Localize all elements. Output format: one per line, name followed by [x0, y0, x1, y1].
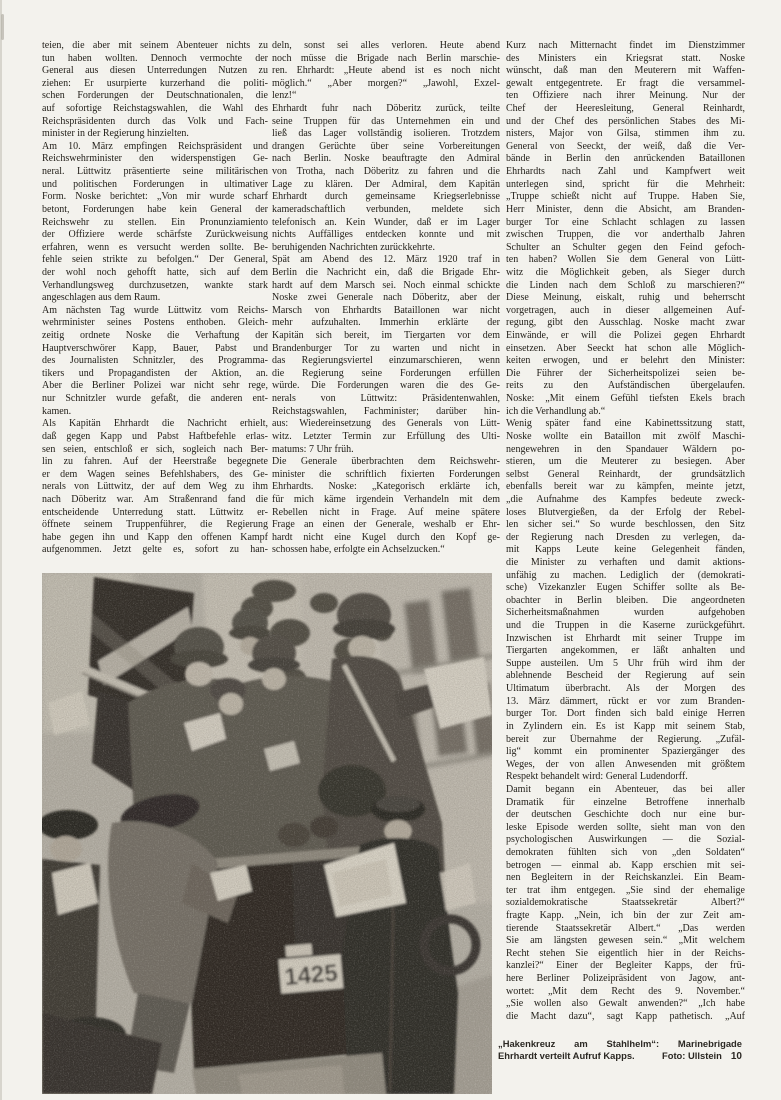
text-line: fragte Kapp. „Nein, ich bin der zur Zeit am- [506, 910, 745, 922]
text-line: Weges, der von allen Anwesenden mit größtem [506, 758, 745, 770]
text-line: Chef der Heeresleitung, General Reinhardt, [506, 103, 745, 115]
text-line: Respekt behandelt wird: General Ludendorff. [506, 771, 688, 783]
text-line: ter trat ihm entgegen. „Sie sind der ehemalige [506, 884, 745, 896]
text-line: des Journalisten Schnitzler, des Programma- [42, 355, 268, 367]
text-line: Damit begann ein Abenteuer, das bei aller [506, 783, 745, 795]
text-line: betrogen — einmal ab. Kapp erschien mit sei- [506, 859, 745, 871]
text-line: seine Truppen für das Unternehmen ein und [272, 115, 500, 127]
text-line: Noske wollte ein Bataillon mit zwölf Maschi- [506, 430, 745, 442]
text-line: von Trotha, nach Döberitz zu fahren und die [272, 166, 500, 178]
text-line: sozialdemokratische Staatssekretär Albert?“ [506, 897, 745, 909]
text-line: Als Kapitän Ehrhardt die Nachricht erhielt, [42, 418, 268, 430]
text-line: General aus diesen Unterredungen Nutzen zu [42, 65, 268, 77]
text-line: „Sie wollen also Gewalt anwenden?“ „Ich habe [506, 998, 745, 1010]
text-line: ten haben? Wollen Sie dem General von Lütt- [506, 254, 745, 266]
text-line: nur Schnitzler wurde gefaßt, die anderen ent- [42, 393, 268, 405]
text-line: Ehrhardts. Noske: „Kategorisch erklärte ich, [272, 481, 500, 493]
text-line: der wohl noch gehofft hatte, sich auf dem [42, 266, 268, 278]
text-line: burger Tor. Dort finden sich bald einige Herren [506, 708, 745, 720]
text-line: er dem Wagen seines Befehlshabers, des Ge- [42, 468, 268, 480]
text-line: nisters, Major von Gilsa, stimmen ihm zu. [506, 128, 745, 140]
text-line: lig“ kommt ein prominenter Spaziergänger des [506, 746, 745, 758]
text-line: Brandenburger Tor zu warten und nicht in [272, 342, 500, 354]
text-line: tun haben wollten. Dennoch vermochte der [42, 52, 268, 64]
caption-line-2 [498, 1050, 742, 1063]
text-line: für mich käme irgendein Verhandeln mit dem [272, 493, 500, 505]
caption-line-2-text: Ehrhardt verteilt Aufruf Kapps. [498, 1049, 635, 1061]
text-line: kamen. [42, 405, 72, 417]
text-line: ziehen: Er usurpierte kurzerhand die politi- [42, 77, 268, 89]
text-line: obachter in Berlin bleiben. Die angeordneten [506, 594, 745, 606]
text-line: matums: 7 Uhr früh. [272, 443, 354, 455]
text-line: leske Episode werden sollte, sieht man von den [506, 821, 745, 833]
text-line: vorgetragen, auch in dieser allgemeinen Auf- [506, 304, 745, 316]
text-line: „Truppe schießt nicht auf Truppe. Haben Sie, [506, 191, 745, 203]
page-number: 10 [730, 1050, 742, 1062]
text-line: witz die Möglichkeit geben, als Sieger durch [506, 266, 745, 278]
text-line: nach Berlin. Noske beauftragte den Admiral [272, 153, 500, 165]
text-line: Marsch von Ehrhardts Bataillonen war nicht [272, 304, 500, 316]
text-line: erfahren, wenn es versucht werden sollte. Be- [42, 241, 268, 253]
text-line: fehle seien strikte zu befolgen.“ Der General, [42, 254, 268, 266]
text-line: Ultimatum überbracht. Als der Morgen des [506, 683, 745, 695]
text-line: Lage zu klären. Der Admiral, dem Kapitän [272, 178, 500, 190]
text-line: ablehnende Bescheid der Regierung auf sein [506, 670, 745, 682]
photo-caption [498, 1038, 742, 1062]
text-line: Suppe austeilen. Um 5 Uhr früh wird ihm der [506, 657, 745, 669]
text-line: Diese Meinung, eiskalt, ruhig und beherrscht [506, 292, 745, 304]
text-line: Rebellen nicht in Frage. Auf meine spätere [272, 506, 500, 518]
text-line: sche) Vizekanzler Eugen Schiffer sollte als Be- [506, 582, 745, 594]
text-line: Aber die Berliner Polizei war nicht sehr rege, [42, 380, 268, 392]
text-line: Reichswehrminister den widerspenstigen Ge- [42, 153, 268, 165]
text-line: Noske zwei Generale nach Döberitz, aber der [272, 292, 500, 304]
text-line: ten Offiziere nach ihrer Meinung. Nur der [506, 90, 745, 102]
text-column-2 [272, 40, 500, 557]
text-line: hardt auf dem Marsch sei. Noch einmal schickte [272, 279, 500, 291]
text-line: die Minister zu verhaften und damit aktions- [506, 556, 745, 568]
text-line: here Berliner Polizeipräsident von Jagow, ant- [506, 973, 745, 985]
text-line: Die Generale überbrachten dem Reichswehr- [272, 456, 500, 468]
text-line: Form. Noske berichtet: „Von mir wurde scharf [42, 191, 268, 203]
text-line: aufgenommen. Jetzt gelte es, sofort zu han- [42, 544, 268, 556]
caption-line-1: „Hakenkreuz am Stahlhelm“: Marinebrigade [498, 1038, 742, 1049]
text-line: ebenfalls bereit war zu kämpfen, meinte jetzt, [506, 481, 745, 493]
text-line: Recht stehen Sie eigentlich hier in der Reichs- [506, 947, 745, 959]
text-line: möglich.“ „Aber morgen?“ „Jawohl, Exzel- [272, 77, 500, 89]
text-line: Sie am längsten gewesen sein.“ „Mit welchem [506, 935, 745, 947]
text-line: neral. Lüttwitz präsentierte seine militärischen [42, 166, 268, 178]
text-line: Berlin die Nachricht ein, daß die Brigade Ehr- [272, 266, 500, 278]
text-line: witz. Letzter Termin zur Erfüllung des Ulti- [272, 430, 500, 442]
text-line: beruhigenden Nachrichten zurückkehrte. [272, 241, 435, 253]
text-line: drangen Gerüchte über seine Vorbereitungen [272, 140, 500, 152]
scan-edge-line [0, 0, 2, 1100]
text-line: stieren, um die Meuterer zu besiegen. Aber [506, 456, 745, 468]
text-line: der deutschen Geschichte doch nur eine bur- [506, 809, 745, 821]
text-line: und die Truppen in die Kaserne zurückgeführt. [506, 620, 745, 632]
text-line: wehrminister seines Postens enthoben. Gleich- [42, 317, 268, 329]
text-line: ließ das Lager vollständig isolieren. Trotzdem [272, 128, 500, 140]
text-line: kameradschaftlich verbunden, meldete sich [272, 203, 500, 215]
text-line: mehr aufzuhalten. Immerhin erklärte der [272, 317, 500, 329]
text-line: Reichstagswahlen, Fachminister; darüber hin- [272, 405, 500, 417]
text-line: Kurz nach Mitternacht findet im Dienstzimmer [506, 40, 745, 51]
text-line: selbst General Reinhardt, der grundsätzlich [506, 468, 745, 480]
text-line: Einwände, er will die Polizei gegen Ehrhardt [506, 330, 745, 342]
text-line: hardt nicht eine Kugel durch den Kopf ge- [272, 531, 500, 543]
text-line: betont, Forderungen habe kein General der [42, 203, 268, 215]
text-line: der Offiziere werde schärfste Zurückweisung [42, 229, 268, 241]
text-line: nengewehren in den Spandauer Wäldern po- [506, 443, 745, 455]
text-column-3 [506, 40, 745, 1024]
text-line: die Regierung seine Forderungen erfüllen [272, 367, 500, 379]
text-line: aus: Wiedereinsetzung des Generals von Lütt- [272, 418, 500, 430]
text-line: in Zylindern ein. Es ist Kapp mit seinem Stab, [506, 720, 745, 732]
text-line: wortet: „Mit dem Recht des 9. November.“ [506, 985, 745, 997]
text-line: unfähig zu machen. Lediglich der (demokrati- [506, 569, 745, 581]
text-line: Dramatik für einzelne Betroffene innerhalb [506, 796, 745, 808]
text-column-1 [42, 40, 268, 557]
text-line: zwischen Truppen, die vor anderthalb Jahren [506, 229, 745, 241]
text-line: Tiergarten angekommen, er läßt anhalten und [506, 645, 745, 657]
text-line: Am nächsten Tag wurde Lüttwitz vom Reichs- [42, 304, 268, 316]
text-line: schossen habe, erfolgte ein Achselzucken.“ [272, 544, 445, 556]
text-line: der Regierung nach Dresden zu verlegen, da- [506, 531, 745, 543]
text-line: ren. Ehrhardt: „Heute abend ist es noch nicht [272, 65, 500, 77]
text-line: ich die Verhandlung ab.“ [506, 405, 606, 417]
text-line: Reichspräsidenten durch das Volk und Fach- [42, 115, 268, 127]
text-line: lin zu fahren. Auf der Heerstraße begegnete [42, 456, 268, 468]
text-line: keiten erwogen, und er belehrt den Minister: [506, 355, 745, 367]
text-line: telefonisch an. Kein Wunder, daß er im Lager [272, 216, 500, 228]
text-line: wünscht, daß man den Meuterern mit Waffen- [506, 65, 745, 77]
text-line: Reichswehr zu stellen. Ein Pronunziamiento [42, 216, 268, 228]
text-line: loses Blutvergießen, da der Erfolg der Rebel- [506, 506, 745, 518]
tone-veil [42, 573, 492, 1094]
text-line: gewalt entgegentrete. Er fragt die versammel- [506, 77, 745, 89]
scan-smudge [1, 14, 4, 40]
text-line: nach Döberitz war. Am Straßenrand fand die [42, 493, 268, 505]
text-line: mit Kapps Leute keine Gelegenheit fänden, [506, 544, 745, 556]
text-line: die Linden nach dem Schloß zu marschieren?“ [506, 279, 745, 291]
text-line: bände in Berlin den anrückenden Bataillonen [506, 153, 745, 165]
license-plate-number: 1425 [283, 959, 339, 992]
text-line: teien, die aber mit seinem Abenteuer nichts zu [42, 40, 268, 51]
text-line: noch müsse die Brigade nach Berlin marschie- [272, 52, 500, 64]
text-line: Ehrhardt durch gemeinsame Kriegserlebnisse [272, 191, 500, 203]
text-line: würde. Die Forderungen waren die des Ge- [272, 380, 500, 392]
text-line: kanzlei?“ Einer der Begleiter Kapps, der frü- [506, 960, 745, 972]
text-line: reits zu den Aufständischen übergelaufen. [506, 380, 745, 392]
text-line: Sicherheitsmaßnahmen wurden aufgehoben [506, 607, 745, 619]
text-line: schen Forderungen der Deutschnationalen, die [42, 90, 268, 102]
text-line: lenz!“ [272, 90, 297, 102]
text-line: Wenig später fand eine Kabinettssitzung statt, [506, 418, 745, 430]
photo-credit: Foto: Ullstein [661, 1049, 722, 1061]
text-line: Spät am Abend des 12. März 1920 traf in [272, 254, 500, 266]
text-line: nen Begleitern in der Reichskanzlei. Ein Beam- [506, 872, 745, 884]
text-line: das Regierungsviertel einzumarschieren, wenn [272, 355, 500, 367]
text-line: Frage an einen der Generale, weshalb er Ehr- [272, 519, 500, 531]
text-line: sen seien, entschloß er sich, sogleich nach Ber- [42, 443, 268, 455]
text-line: nichts Auffälliges entdecken konnte und mit [272, 229, 500, 241]
text-line: Herr Minister, denn die Absicht, am Branden- [506, 203, 745, 215]
text-line: und politischen Forderungen in ultimativer [42, 178, 268, 190]
text-line: Inzwischen ist Ehrhardt mit seiner Truppe im [506, 632, 745, 644]
text-line: entscheidende Unterredung statt. Lüttwitz er- [42, 506, 268, 518]
text-line: nerals von Lüttwitz: Präsidentenwahlen, [272, 393, 500, 405]
text-line: unterlegen sind, spricht für die Mehrheit: [506, 178, 745, 190]
text-line: Ehrhardts nach Zahl und Kampfwert weit [506, 166, 745, 178]
text-line: Hauptverschwörer Kapp, Bauer, Pabst und [42, 342, 268, 354]
text-line: tikers und Propagandisten der Aktion, an. [42, 367, 268, 379]
text-line: minister in der Regierung hinzielten. [42, 128, 189, 140]
text-line: des Ministers ein Kriegsrat statt. Noske [506, 52, 745, 64]
text-line: nerals von Lüttwitz, der auf dem Weg zu ihm [42, 481, 268, 493]
text-line: deln, sonst sei alles verloren. Heute abend [272, 40, 500, 51]
text-line: psychologischen Auswirkungen — die Sozial- [506, 834, 745, 846]
text-line: auf sofortige Reichstagswahlen, die Wahl des [42, 103, 268, 115]
text-line: 13. März dämmert, rückt er vor zum Branden- [506, 695, 745, 707]
text-line: demokraten fühlten sich von „den Soldaten“ [506, 847, 745, 858]
text-line: und der Chef des persönlichen Stabes des Mi- [506, 115, 745, 127]
text-line: regung, gibt den Ausschlag. Noske macht zwar [506, 317, 745, 329]
text-line: tierende Staatssekretär Albert.“ „Das werden [506, 922, 745, 934]
text-line: angeschlagen aus dem Raum. [42, 292, 161, 304]
text-line: einsetzen. Aber Seeckt hat schon alle Möglich- [506, 342, 745, 354]
text-line: zeitig ordnete Noske die Verhaftung der [42, 330, 268, 342]
text-line: Ehrhardt fuhr nach Döberitz zurück, teilte [272, 103, 500, 115]
text-line: Die Führer der Sicherheitspolizei seien be- [506, 367, 745, 379]
text-line: daß gegen Kapp und Pabst Haftbefehle erlas- [42, 430, 268, 442]
text-line: Kapitän sich bereit, im Tiergarten vor dem [272, 330, 500, 342]
text-line: burger Tor eine Schlacht schlagen zu lassen [506, 216, 745, 228]
text-line: bereit zur Übernahme der Regierung. „Zufäl- [506, 733, 745, 745]
text-line: Schulter an Schulter gegen den Feind gefoch- [506, 241, 745, 253]
text-line: öffnete seinem Truppenführer, die Regierung [42, 519, 268, 531]
text-line: „die Aufnahme des Kampfes bedeute zweck- [506, 493, 745, 505]
text-line: habe gegen ihn und Kapp den offenen Kampf [42, 531, 268, 543]
text-line: len sicher sei.“ So wurde beschlossen, den Sitz [506, 519, 745, 531]
photo-marinebrigade-truck [42, 573, 492, 1094]
text-line: Noske: „Mit einem Gefühl tiefsten Ekels brach [506, 393, 745, 405]
text-line: Am 10. März empfingen Reichspräsident und [42, 140, 268, 152]
text-line: Verhandlungsweg durchzusetzen, wankte stark [42, 279, 268, 291]
text-line: minister die schriftlich fixierten Forderungen [272, 468, 500, 480]
text-line: die Macht dazu“, sagt Kapp pathetisch. „Auf [506, 1010, 745, 1022]
text-line: General von Seeckt, der weiß, daß die Ver- [506, 140, 745, 152]
